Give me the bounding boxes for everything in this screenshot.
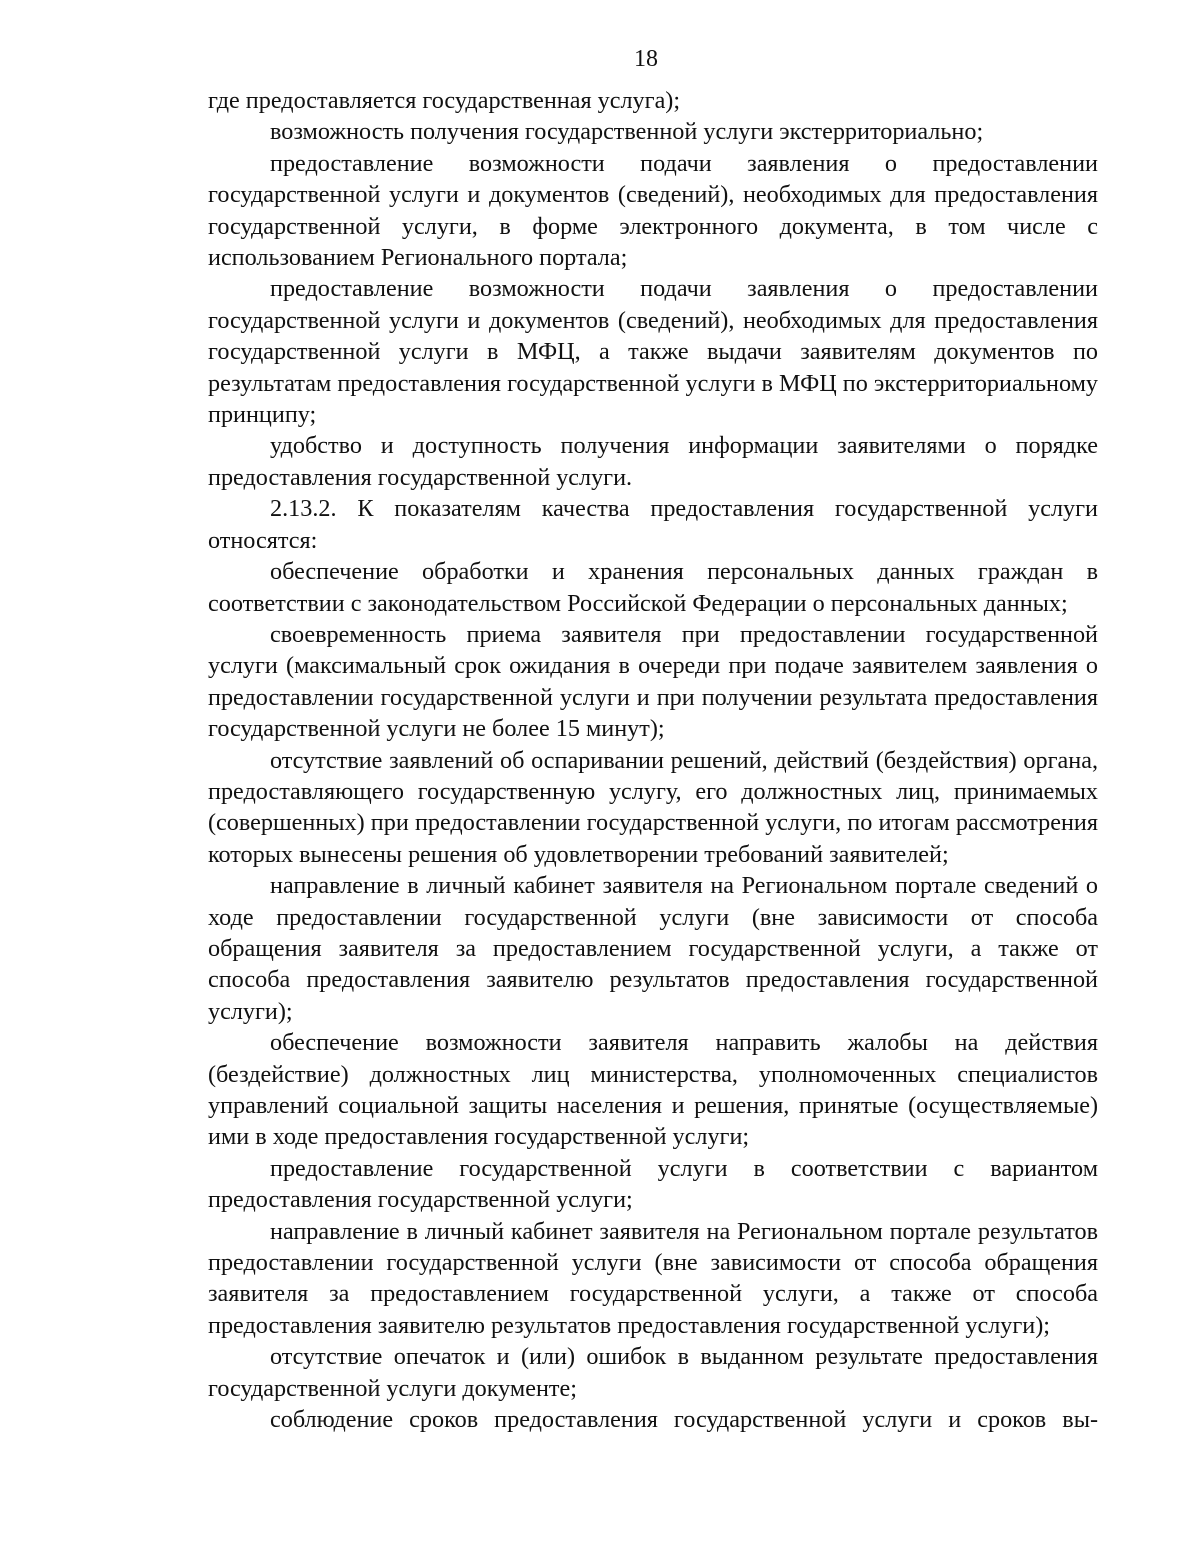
section-paragraph: 2.13.2. К показателям качества предоставления государственной услуги относятся: bbox=[208, 495, 1098, 554]
paragraph: где предоставляется государственная услуга); bbox=[208, 87, 681, 114]
paragraph: направление в личный кабинет заявителя на Региональном портале результатов предоставлении государственной услуги (вне зависимости от способа обращения заявителя за предоставлением государственной услуги, а также от способа предоставления заявителю результатов предоставления государственной услуги); bbox=[208, 1217, 1098, 1339]
paragraph: возможность получения государственной услуги экстерриториально; bbox=[270, 118, 984, 146]
page-number: 18 bbox=[634, 46, 658, 72]
paragraph: предоставление возможности подачи заявления о предоставлении государственной услуги и документов (сведений), необходимых для предоставления государственной услуги в МФЦ, а также выдачи заявителям документов по результатам предоставления государственной услуги в МФЦ по экстерриториальному принципу; bbox=[208, 275, 1098, 429]
paragraph: предоставление государственной услуги в соответствии с вариантом предоставления государственной услуги; bbox=[208, 1154, 1098, 1214]
paragraph: отсутствие опечаток и (или) ошибок в выданном результате предоставления государственной услуги документе; bbox=[208, 1343, 1098, 1402]
paragraph: обеспечение обработки и хранения персональных данных граждан в соответствии с законодательством Российской Федерации о персональных данных; bbox=[208, 558, 1098, 617]
document-body bbox=[208, 85, 1098, 1435]
paragraph: направление в личный кабинет заявителя на Региональном портале сведений о ходе предоставлении государственной услуги (вне зависимости от способа обращения заявителя за предоставлением государственной услуги, а также от способа предоставления заявителю результатов предоставления государственной услуги); bbox=[208, 872, 1098, 1025]
paragraph: соблюдение сроков предоставления государственной услуги и сроков вы- bbox=[270, 1406, 1098, 1434]
paragraph: удобство и доступность получения информации заявителями о порядке предоставления государственной услуги. bbox=[208, 432, 1098, 491]
paragraph: предоставление возможности подачи заявления о предоставлении государственной услуги и документов (сведений), необходимых для предоставления государственной услуги, в форме электронного документа, в том числе с использованием Регионального портала; bbox=[208, 149, 1098, 272]
paragraph: отсутствие заявлений об оспаривании решений, действий (бездействия) органа, предоставляющего государственную услугу, его должностных лиц, принимаемых (совершенных) при предоставлении государственной услуги, по итогам рассмотрения которых вынесены решения об удовлетворении требований заявителей; bbox=[208, 746, 1098, 868]
paragraph: своевременность приема заявителя при предоставлении государственной услуги (максимальный срок ожидания в очереди при подаче заявителем заявления о предоставлении государственной услуги и при получении результата предоставления государственной услуги не более 15 минут); bbox=[208, 620, 1098, 743]
paragraph: обеспечение возможности заявителя направить жалобы на действия (бездействие) должностных лиц министерства, уполномоченных специалистов управлений социальной защиты населения и решения, принятые (осуществляемые) ими в ходе предоставления государственной услуги; bbox=[208, 1029, 1098, 1151]
